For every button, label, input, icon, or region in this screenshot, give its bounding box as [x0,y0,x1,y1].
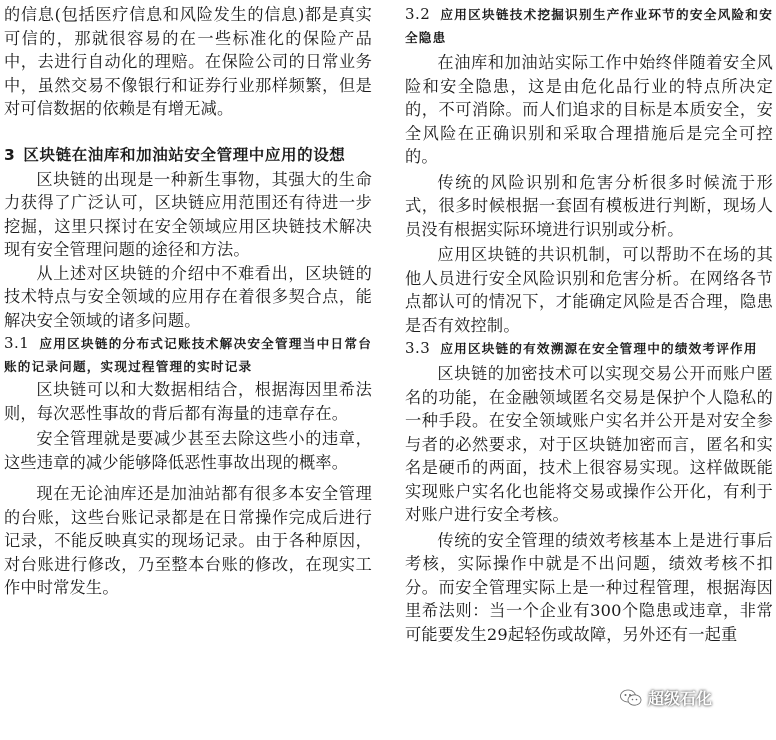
paragraph: 传统的安全管理的绩效考核基本上是进行事后考核，实际操作中就是不出问题，绩效考核不扣分。而安全管理实际上是一种过程管理，根据海因里希法则：当一个企业有300个隐患或违章，非常可能要发生29起轻伤或故障，另外还有一起重 [405,530,773,644]
section-number: 3 [4,145,16,164]
subsection-heading [405,3,773,49]
subsection-title: 应用区块链的分布式记账技术解决安全管理当中日常台账的记录问题，实现过程管理的实时记录 [4,336,372,374]
section-title: 区块链在油库和加油站安全管理中应用的设想 [23,145,346,164]
subsection-title: 应用区块链的有效溯源在安全管理中的绩效考评作用 [440,341,758,356]
section-heading [4,143,372,167]
paragraph: 区块链的加密技术可以实现交易公开而账户匿名的功能，在金融领域匿名交易是保护个人隐私的一种手段。在安全领域账户实名并公开是对安全参与者的必然要求，对于区块链加密而言，匿名和实名是硬币的两面，技术上很容易实现。这样做既能实现账户实名化也能将交易或操作公开化，有利于对账户进行安全考核。 [405,364,773,524]
wechat-icon [620,689,642,707]
subsection-heading [405,337,773,360]
subsection-number: 3.3 [405,339,431,357]
paragraph: 从上述对区块链的介绍中不难看出，区块链的技术特点与安全领域的应用存在着很多契合点，能解决安全领域的诸多问题。 [4,263,372,330]
watermark-text: 超级石化 [648,689,713,708]
paragraph: 区块链可以和大数据相结合，根据海因里希法则，每次恶性事故的背后都有海量的违章存在。 [4,380,372,423]
paragraph: 现在无论油库还是加油站都有很多本安全管理的台账，这些台账记录都是在日常操作完成后进行记录，不能反映真实的现场记录。由于各种原因，对台账进行修改，乃至整本台账的修改，在现实工作中时常发生。 [4,484,372,597]
subsection-number: 3.1 [4,334,30,352]
subsection-title: 应用区块链技术挖掘识别生产作业环节的安全风险和安全隐患 [405,7,773,45]
watermark [620,686,712,709]
paragraph: 在油库和加油站实际工作中始终伴随着安全风险和安全隐患，这是由危化品行业的特点所决定的，不可消除。而人们追求的目标是本质安全，安全风险在正确识别和采取合理措施后是完全可控的。 [405,53,773,166]
subsection-heading [4,332,372,378]
paragraph: 安全管理就是要减少甚至去除这些小的违章，这些违章的减少能够降低恶性事故出现的概率。 [4,429,372,472]
paragraph: 传统的风险识别和危害分析很多时候流于形式，很多时候根据一套固有模板进行判断，现场人员没有根据实际环境进行识别或分析。 [405,172,773,239]
left-column [4,0,372,600]
paragraph: 的信息(包括医疗信息和风险发生的信息)都是真实可信的，那就很容易的在一些标准化的保险产品中，去进行自动化的理赔。在保险公司的日常业务中，虽然交易不像银行和证券行业那样频繁，但是对可信数据的依赖是有增无减。 [4,5,372,118]
paragraph: 区块链的出现是一种新生事物，其强大的生命力获得了广泛认可，区块链应用范围还有待进一步挖掘，这里只探讨在安全领域应用区块链技术解决现有安全管理问题的途径和方法。 [4,169,372,259]
paragraph: 应用区块链的共识机制，可以帮助不在场的其他人员进行安全风险识别和危害分析。在网络各节点都认可的情况下，才能确定风险是否合理，隐患是否有效控制。 [405,245,773,335]
right-column [405,0,773,646]
subsection-number: 3.2 [405,5,431,23]
